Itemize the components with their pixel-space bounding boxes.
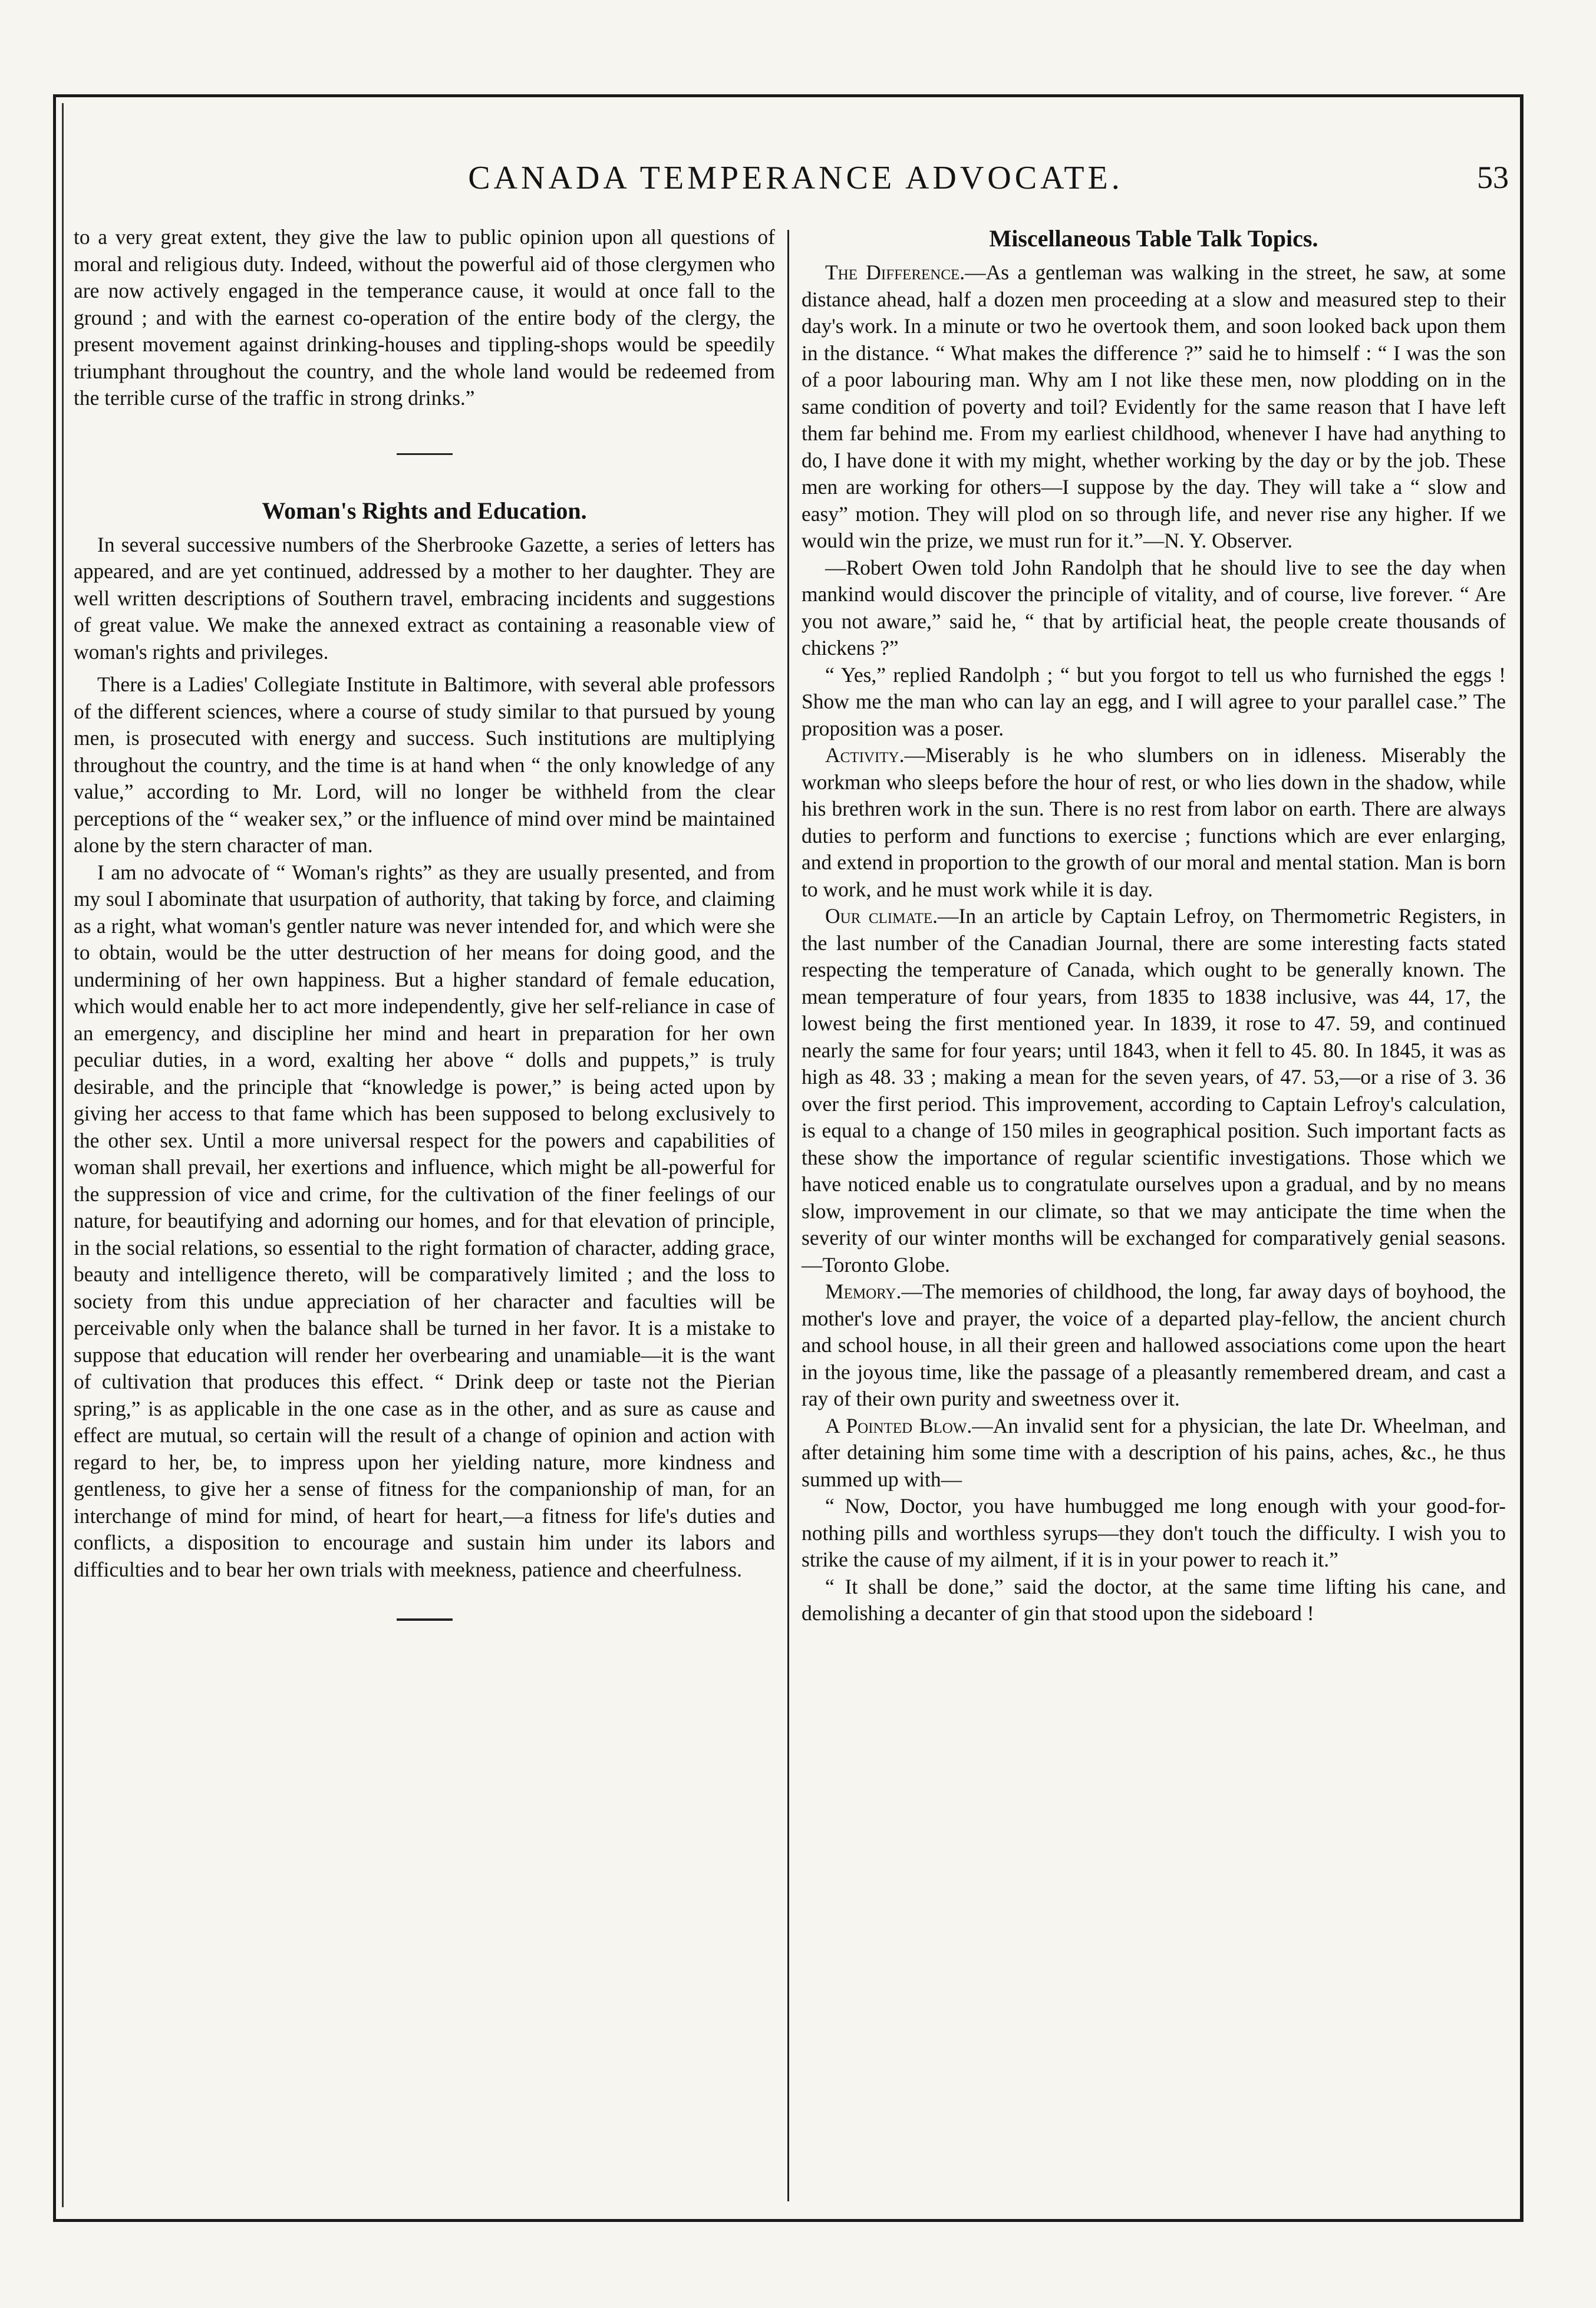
page-number: 53: [1477, 160, 1509, 195]
article-title-womans-rights: Woman's Rights and Education.: [262, 497, 587, 524]
continued-paragraph: to a very great extent, they give the law to public opinion upon all questions of moral and religious duty. Indeed, without the powerful aid of those clergymen who are now actively engaged in the temperance cause, it would at once fall to the ground ; and with the earnest co-operation of the entire body of the clergy, the present movement against drinking-houses and tippling-shops would be speedily triumphant throughout the country, and the whole land would be redeemed from the terrible curse of the traffic in strong drinks.”: [74, 225, 775, 410]
item-text: —Miserably is he who slumbers on in idleness. Miserably the workman who sleeps before the hour of rest, or who lies down in the shadow, while his brethren work in the sun. There is no rest from labor on earth. There are always duties to perform and functions to exercise ; functions which are ever enlarging, and extend in proportion to the growth of our moral and mental station. Man is born to work, and he must work while it is day.: [802, 743, 1506, 901]
item-text: —The memories of childhood, the long, far away days of boyhood, the mother's love and prayer, the voice of a departed play-fellow, the ancient church and school house, in all their green and hallowed associations come upon the heart in the joyous time, like the passage of a pleasantly remembered dream, and cast a ray of their own purity and sweetness over it.: [802, 1280, 1506, 1410]
list-item: [802, 555, 1506, 662]
article-title-table-talk: Miscellaneous Table Talk Topics.: [989, 225, 1318, 252]
item-text: —As a gentleman was walking in the street, he saw, at some distance ahead, half a dozen men proceeding at a slow and measured step to their day's work. In a minute or two he overtook them, and soon looked back upon them in the distance. “ What makes the difference ?” said he to himself : “ I was the son of a poor labouring man. Why am I not like these men, now plodding on in the same condition of poverty and toil? Evidently for the same reason that I have left them far behind me. From my earliest childhood, whenever I have had anything to do, I have done it with my might, whether working by the day or by the job. These men are working for others—I suppose by the day. They will take a “ slow and easy” motion. They will plod on so through life, and never rise any higher. If we would win the prize, we must run for it.”—N. Y. Observer.: [802, 261, 1506, 552]
list-item: [802, 662, 1506, 743]
item-text: —In an article by Captain Lefroy, on Thermometric Registers, in the last number of the Canadian Journal, there are some interesting facts stated respecting the temperature of Canada, which ought to be generally known. The mean temperature of four years, from 1835 to 1838 inclusive, was 44, 17, the lowest being the first mentioned year. In 1839, it rose to 47. 59, and continued nearly the same for four years; until 1843, when it fell to 45. 80. In 1845, it was as high as 48. 33 ; making a mean for the seven years, of 47. 53,—or a rise of 3. 36 over the first period. This improvement, according to Captain Lefroy's calculation, is equal to a change of 150 miles in geographical position. Such important facts as these show the importance of regular scientific investigations. Those which we have noticed enable us to congratulate ourselves upon a gradual, and by no means slow, improvement in our climate, so that we may anticipate the time when the severity of our winter months will be exchanged for comparatively genial seasons.—Toronto Globe.: [802, 904, 1506, 1277]
list-item: [802, 259, 1506, 555]
item-heading: Activity.: [825, 743, 905, 767]
item-text: “ Yes,” replied Randolph ; “ but you forgot to tell us who furnished the eggs ! Show me the man who can lay an egg, and I will agree to your parallel case.” The proposition was a poser.: [802, 662, 1506, 740]
body-paragraph: There is a Ladies' Collegiate Institute in Baltimore, with several able professors of the different sciences, where a course of study similar to that pursued by young men, is prosecuted with energy and success. Such institutions are multiplying throughout the country, and the time is at hand when “ the only knowledge of any value,” according to Mr. Lord, will no longer be withheld from the clear perceptions of the “ weaker sex,” or the influence of mind over mind be maintained alone by the stern character of man.: [74, 672, 775, 857]
item-heading: The Difference.: [825, 261, 965, 284]
item-text: “ It shall be done,” said the doctor, at the same time lifting his cane, and demolishing a decanter of gin that stood upon the sideboard !: [802, 1574, 1506, 1625]
list-item: [802, 903, 1506, 1278]
list-item: [802, 1574, 1506, 1627]
list-item: [802, 1493, 1506, 1574]
item-text: —An invalid sent for a physician, the late Dr. Wheelman, and after detaining him some time with a description of his pains, aches, &c., he thus summed up with—: [802, 1413, 1506, 1491]
section-rule: [397, 453, 453, 455]
page-header: [71, 159, 1521, 206]
list-item: [802, 1278, 1506, 1413]
end-rule: [397, 1618, 453, 1621]
right-column: [802, 224, 1506, 1627]
item-heading: Our climate.: [825, 904, 938, 928]
list-item: [802, 1413, 1506, 1493]
item-heading: A Pointed Blow.: [825, 1413, 972, 1437]
column-divider: [787, 230, 789, 2201]
left-column: [74, 224, 775, 1621]
item-text: “ Now, Doctor, you have humbugged me long enough with your good-for-nothing pills and worthless syrups—they don't touch the difficulty. I wish you to strike the cause of my ailment, if it is in your power to reach it.”: [802, 1494, 1506, 1571]
list-item: [802, 742, 1506, 903]
intro-paragraph: In several successive numbers of the Sherbrooke Gazette, a series of letters has appeared, and are yet continued, addressed by a mother to her daughter. They are well written descriptions of Southern travel, embracing incidents and suggestions of great value. We make the annexed extract as containing a reasonable view of woman's rights and privileges.: [74, 532, 775, 664]
item-text: —Robert Owen told John Randolph that he should live to see the day when mankind would discover the principle of vitality, and of course, live forever. “ Are you not aware,” said he, “ that by artificial heat, the people create thousands of chickens ?”: [802, 555, 1506, 660]
inner-border-line: [62, 103, 68, 2207]
running-title: CANADA TEMPERANCE ADVOCATE.: [468, 160, 1123, 196]
item-heading: Memory.: [825, 1280, 902, 1303]
body-paragraph: I am no advocate of “ Woman's rights” as they are usually presented, and from my soul I abominate that usurpation of authority, that taking by force, and claiming as a right, what woman's gentler nature was never intended for, and which were she to obtain, would be the utter destruction of her means for doing good, and the undermining of her own happiness. But a higher standard of female education, which would enable her to act more independently, give her self-reliance in case of an emergency, and discipline her mind and heart in preparation for her own peculiar duties, in a word, exalting her above “ dolls and puppets,” is truly desirable, and the principle that “knowledge is power,” is being acted upon by giving her access to that fame which has been supposed to belong exclusively to the other sex. Until a more universal respect for the powers and capabilities of woman shall prevail, her exertions and influence, which might be all-powerful for the suppression of vice and crime, for the cultivation of the finer feelings of our nature, for beautifying and adorning our homes, and for that elevation of principle, in the social relations, so essential to the right formation of character, adding grace, beauty and intelligence thereto, will be comparatively limited ; and the loss to society from this undue appreciation of her character and faculties will be perceivable only when the balance shall be turned in her favor. It is a mistake to suppose that education will render her overbearing and unamiable—it is the want of cultivation that produces this effect. “ Drink deep or taste not the Pierian spring,” is as applicable in the one case as in the other, and as sure as cause and effect are mutual, so certain will the result of a change of opinion and action with regard to her, be, to impress upon her yielding nature, more kindness and gentleness, to give her a sense of fitness for the companionship of man, for an interchange of mind for mind, of heart for heart,—a fitness for life's duties and conflicts, a disposition to encourage and sustain him under its labors and difficulties and to bear her own trials with meekness, patience and cheerfulness.: [74, 860, 775, 1581]
